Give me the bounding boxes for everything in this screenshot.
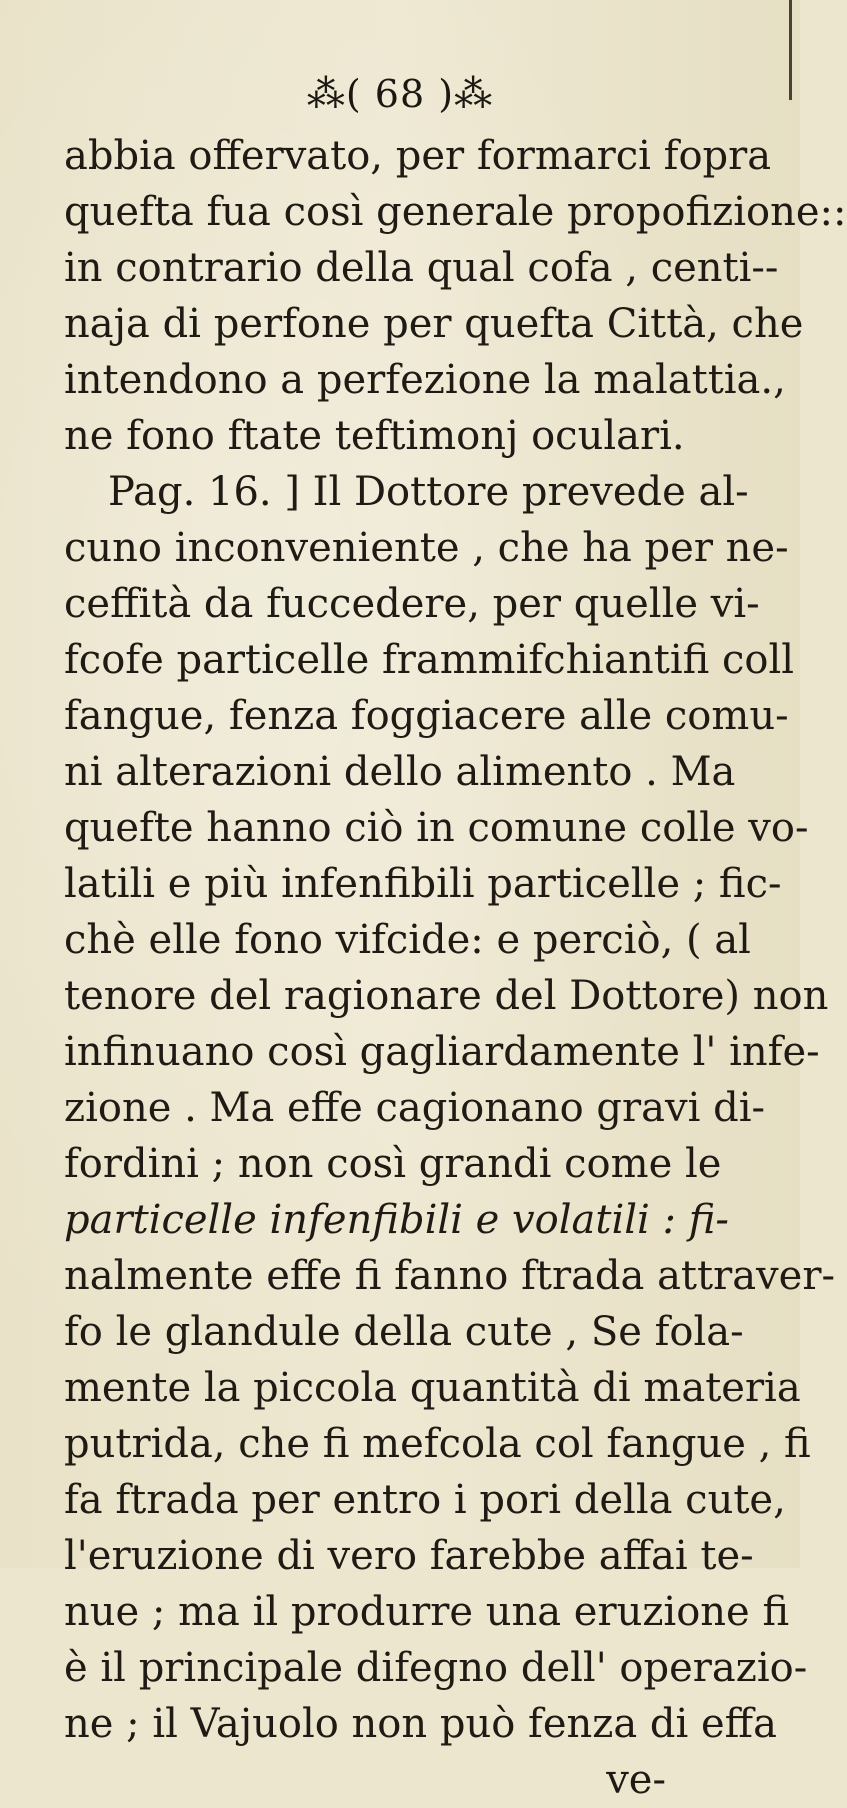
text-line: mente la piccola quantità di materia	[64, 1365, 801, 1411]
text-line: fa ftrada per entro i pori della cute,	[64, 1477, 786, 1523]
text-line: in contrario della qual cofa , centi--	[64, 245, 779, 291]
text-line: latili e più infenfibili particelle ; fic-	[64, 861, 782, 907]
text-line: ceffità da fuccedere, per quelle vi-	[64, 581, 760, 627]
text-line: abbia offervato, per formarci fopra	[64, 133, 772, 179]
text-line: quefte hanno ciò in comune colle vo-	[64, 805, 809, 851]
text-line: zione . Ma effe cagionano gravi di-	[64, 1085, 766, 1131]
text-line: tenore del ragionare del Dottore) non	[64, 973, 829, 1019]
text-line: fangue, fenza foggiacere alle comu-	[64, 693, 789, 739]
text-line: infinuano così gagliardamente l' infe-	[64, 1029, 820, 1075]
text-line: fo le glandule della cute , Se fola-	[64, 1309, 744, 1355]
text-line: fcofe particelle frammifchiantifi coll	[64, 637, 795, 683]
text-line: chè elle fono vifcide: e perciò, ( al	[64, 917, 751, 963]
text-line: cuno inconveniente , che ha per ne-	[64, 525, 789, 571]
body-text	[64, 128, 847, 1808]
catchword: ve-	[606, 1757, 666, 1803]
text-line: ne fono ftate teftimonj oculari.	[64, 413, 685, 459]
text-line: nalmente effe fi fanno ftrada attraver-	[64, 1253, 835, 1299]
text-line: fordini ; non così grandi come le	[64, 1141, 722, 1187]
text-line: l'eruzione di vero farebbe affai te-	[64, 1533, 754, 1579]
text-line: naja di perfone per quefta Città, che	[64, 301, 804, 347]
text-line: Pag. 16. ] Il Dottore prevede al-	[108, 469, 749, 515]
text-line: particelle infenfibili e volatili : fi-	[64, 1197, 729, 1243]
text-line: ni alterazioni dello alimento . Ma	[64, 749, 736, 795]
text-line: nue ; ma il produrre una eruzione fi	[64, 1589, 790, 1635]
text-line: putrida, che fi mefcola col fangue , fi	[64, 1421, 811, 1467]
page-header: ⁂( 68 )⁂	[306, 72, 494, 116]
text-line: ne ; il Vajuolo non può fenza di effa	[64, 1701, 777, 1747]
text-line: intendono a perfezione la malattia.,	[64, 357, 786, 403]
text-line: è il principale difegno dell' operazio-	[64, 1645, 808, 1691]
text-line: quefta fua così generale propofizione::	[64, 189, 847, 235]
